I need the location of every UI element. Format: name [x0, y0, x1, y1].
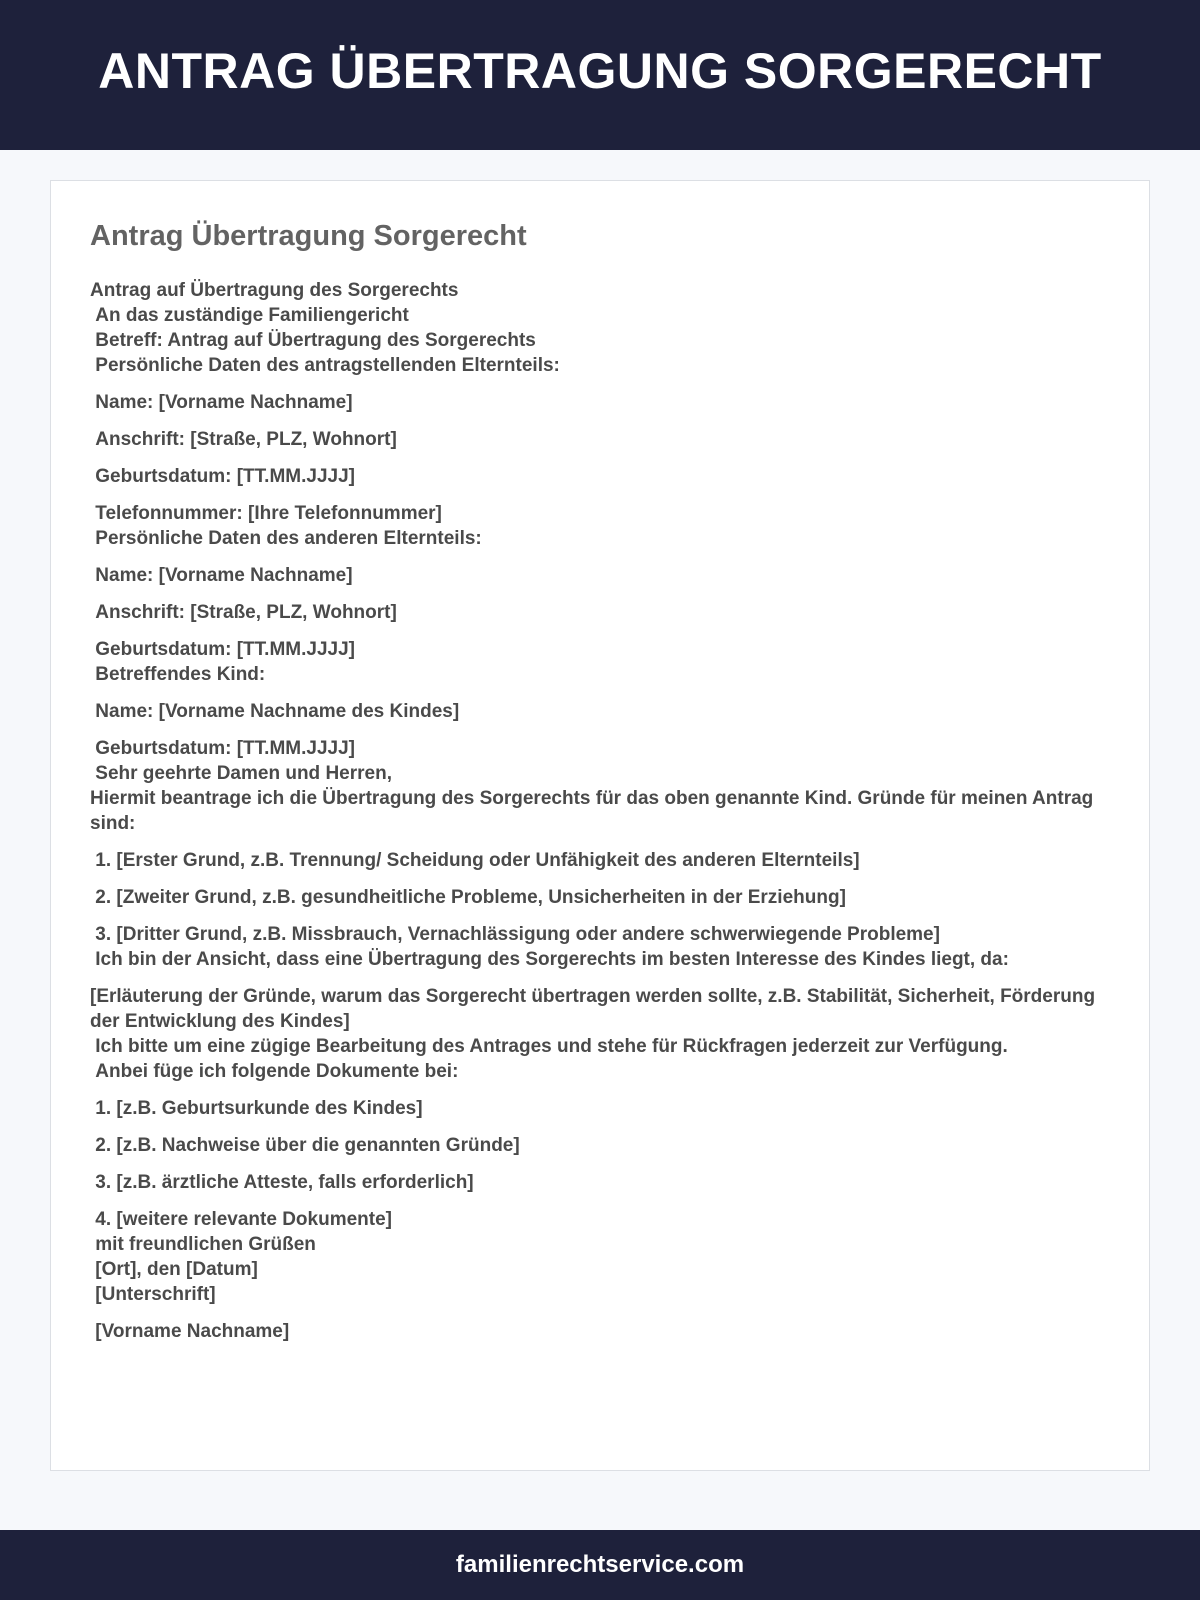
- document-line: 2. [z.B. Nachweise über die genannten Gründe]: [90, 1135, 520, 1156]
- document-line: Name: [Vorname Nachname]: [90, 565, 353, 586]
- document-line: 3. [Dritter Grund, z.B. Missbrauch, Vernachlässigung oder andere schwerwiegende Probleme]: [90, 924, 940, 945]
- document-line: 3. [z.B. ärztliche Atteste, falls erforderlich]: [90, 1172, 474, 1193]
- document-heading: Antrag Übertragung Sorgerecht: [90, 220, 527, 252]
- document-line: 1. [z.B. Geburtsurkunde des Kindes]: [90, 1098, 423, 1119]
- document-line: Telefonnummer: [Ihre Telefonnummer]: [90, 503, 442, 524]
- document-line: Hiermit beantrage ich die Übertragung des Sorgerechts für das oben genannte Kind. Gründe für meinen Antrag sind:: [90, 788, 1099, 834]
- document-line: Sehr geehrte Damen und Herren,: [90, 763, 392, 784]
- document-line: 4. [weitere relevante Dokumente]: [90, 1209, 392, 1230]
- document-line: Betreffendes Kind:: [90, 664, 266, 685]
- document-line: [Erläuterung der Gründe, warum das Sorgerecht übertragen werden sollte, z.B. Stabilität, Sicherheit, Förderung der Entwicklung des Kindes]: [90, 986, 1101, 1032]
- document-line: mit freundlichen Grüßen: [90, 1234, 316, 1255]
- document-line: An das zuständige Familiengericht: [90, 305, 409, 326]
- document-line: Persönliche Daten des antragstellenden Elternteils:: [90, 355, 560, 376]
- document-line: 1. [Erster Grund, z.B. Trennung/ Scheidung oder Unfähigkeit des anderen Elternteils]: [90, 850, 860, 871]
- document-line: [Ort], den [Datum]: [90, 1259, 258, 1280]
- banner-title: ANTRAG ÜBERTRAGUNG SORGERECHT: [98, 43, 1102, 99]
- footer-bar: [0, 1530, 1200, 1600]
- document-line: Persönliche Daten des anderen Elternteils:: [90, 528, 482, 549]
- document-line: [Unterschrift]: [90, 1284, 216, 1305]
- document-line: [Vorname Nachname]: [90, 1321, 290, 1342]
- document-line: Anschrift: [Straße, PLZ, Wohnort]: [90, 429, 397, 450]
- document-line: Ich bitte um eine zügige Bearbeitung des Antrages und stehe für Rückfragen jederzeit zur Verfügung.: [90, 1036, 1008, 1057]
- document-line: Geburtsdatum: [TT.MM.JJJJ]: [90, 639, 355, 660]
- document-line: Betreff: Antrag auf Übertragung des Sorgerechts: [90, 330, 536, 351]
- document-line: Anschrift: [Straße, PLZ, Wohnort]: [90, 602, 397, 623]
- footer-site-link[interactable]: familienrechtservice.com: [455, 1551, 745, 1578]
- document-card: [50, 180, 1150, 1471]
- document-line: Geburtsdatum: [TT.MM.JJJJ]: [90, 466, 355, 487]
- title-banner: [0, 0, 1200, 150]
- document-line: 2. [Zweiter Grund, z.B. gesundheitliche Probleme, Unsicherheiten in der Erziehung]: [90, 887, 846, 908]
- document-line: Geburtsdatum: [TT.MM.JJJJ]: [90, 738, 355, 759]
- document-line: Ich bin der Ansicht, dass eine Übertragung des Sorgerechts im besten Interesse des Kindes liegt, da:: [90, 949, 1009, 970]
- document-line: Name: [Vorname Nachname]: [90, 392, 353, 413]
- document-body: [90, 278, 1110, 1344]
- document-line: Anbei füge ich folgende Dokumente bei:: [90, 1061, 459, 1082]
- document-line: Name: [Vorname Nachname des Kindes]: [90, 701, 460, 722]
- document-line: Antrag auf Übertragung des Sorgerechts: [90, 280, 459, 301]
